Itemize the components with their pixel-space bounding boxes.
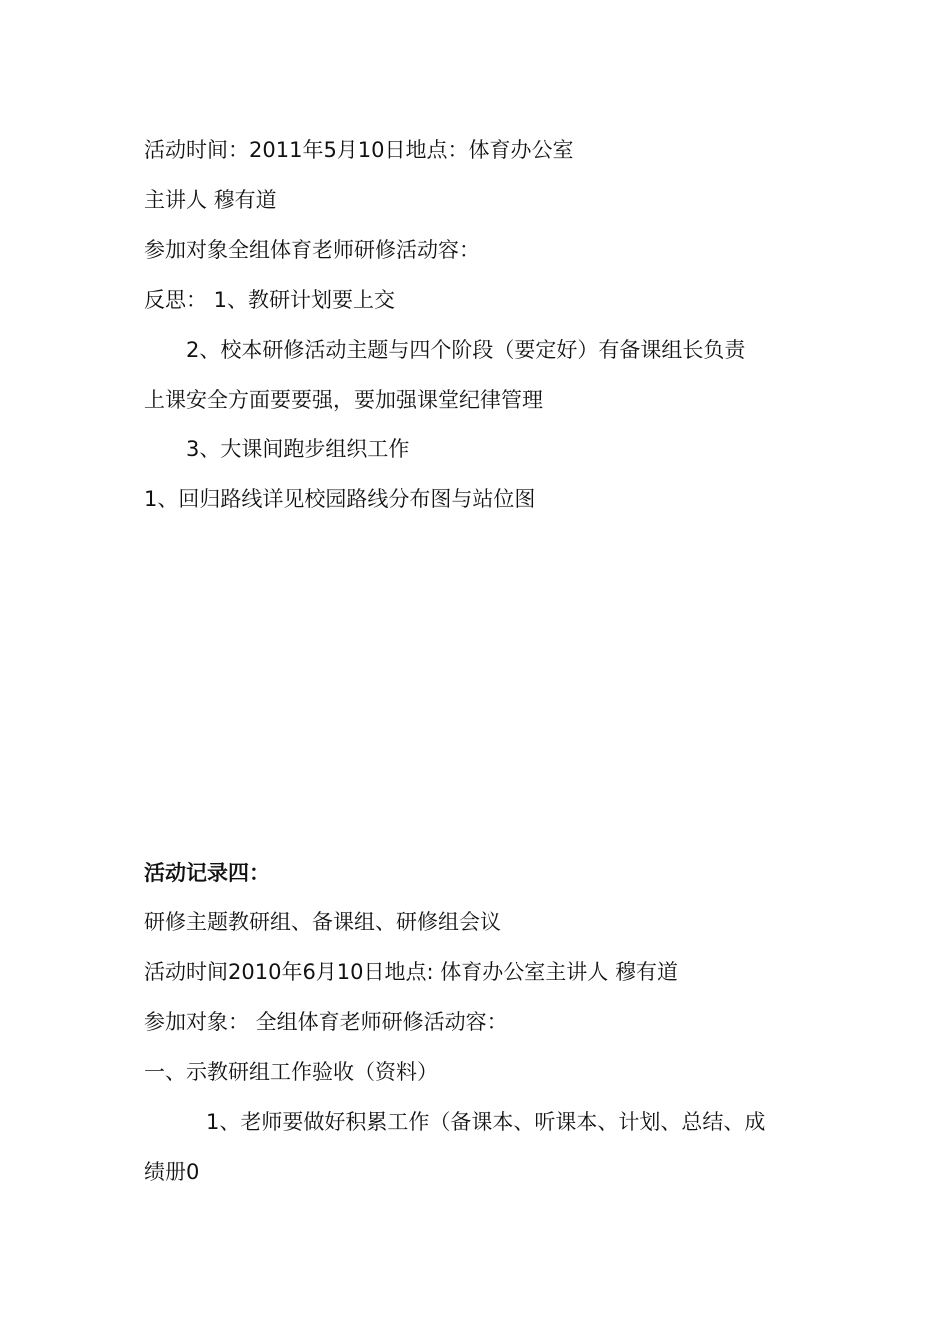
participants-line: 参加对象全组体育老师研修活动容： xyxy=(144,238,480,262)
participants-line: 参加对象： 全组体育老师研修活动容： xyxy=(144,1010,508,1034)
research-theme: 研修主题教研组、备课组、研修组会议 xyxy=(144,910,501,934)
reflection-item-2: 2、校本研修活动主题与四个阶段（要定好）有备课组长负责 xyxy=(186,338,746,362)
activity-time-place: 活动时间：2011年5月10日地点：体育办公室 xyxy=(144,138,574,162)
list-item-continuation: 绩册0 xyxy=(144,1160,200,1184)
list-item: 一、示教研组工作验收（资料） xyxy=(144,1060,438,1084)
section-heading: 活动记录四： xyxy=(144,861,270,885)
speaker-line: 主讲人 穆有道 xyxy=(144,188,277,212)
activity-time-place-speaker: 活动时间2010年6月10日地点: 体育办公室主讲人 穆有道 xyxy=(144,960,678,984)
list-item: 1、老师要做好积累工作（备课本、听课本、计划、总结、成 xyxy=(206,1110,766,1134)
reflection-item-3: 3、大课间跑步组织工作 xyxy=(186,437,410,461)
route-note: 1、回归路线详见校园路线分布图与站位图 xyxy=(144,487,536,511)
safety-note: 上课安全方面要要强，要加强课堂纪律管理 xyxy=(144,388,543,412)
reflection-item-1: 反思： 1、教研计划要上交 xyxy=(144,288,396,312)
